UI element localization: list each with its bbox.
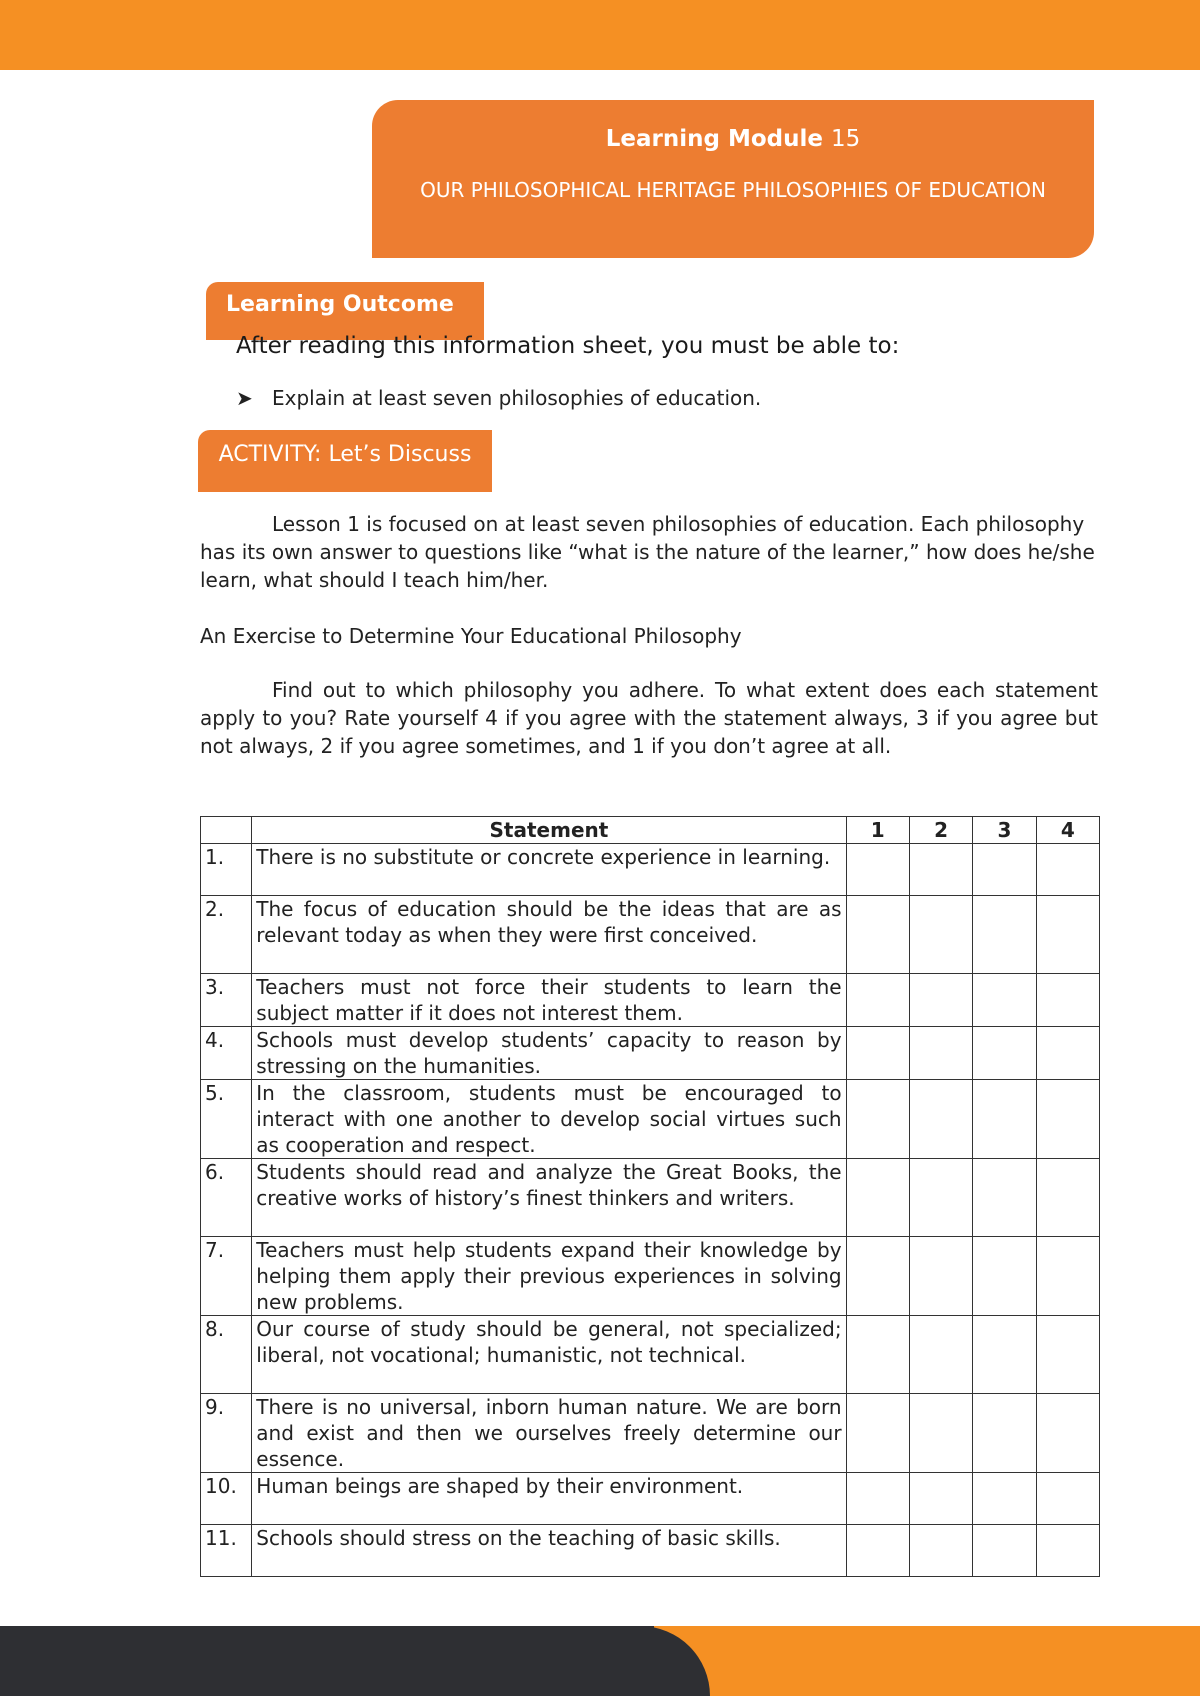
row-number: 4. xyxy=(201,1027,252,1080)
score-cell-1[interactable] xyxy=(846,974,909,1027)
score-cell-2[interactable] xyxy=(909,844,972,896)
header-score-1: 1 xyxy=(846,817,909,844)
score-cell-3[interactable] xyxy=(973,1237,1036,1316)
module-heading xyxy=(372,126,1094,152)
module-label: Learning Module xyxy=(605,126,823,152)
row-statement: Teachers must help students expand their knowledge by helping them apply their previous experiences in solving new problems. xyxy=(252,1237,846,1316)
score-cell-3[interactable] xyxy=(973,974,1036,1027)
table-row xyxy=(201,1237,1100,1316)
score-cell-1[interactable] xyxy=(846,844,909,896)
table-row xyxy=(201,1159,1100,1237)
module-title: OUR PHILOSOPHICAL HERITAGE PHILOSOPHIES OF EDUCATION xyxy=(420,178,1046,202)
score-cell-1[interactable] xyxy=(846,896,909,974)
learning-outcome-label: Learning Outcome xyxy=(226,292,454,317)
score-cell-3[interactable] xyxy=(973,1473,1036,1525)
header-score-2: 2 xyxy=(909,817,972,844)
row-statement: Schools must develop students’ capacity to reason by stressing on the humanities. xyxy=(252,1027,846,1080)
score-cell-3[interactable] xyxy=(973,1316,1036,1394)
score-cell-1[interactable] xyxy=(846,1237,909,1316)
instructions-paragraph xyxy=(200,676,1098,760)
row-statement: In the classroom, students must be encouraged to interact with one another to develop social virtues such as cooperation and respect. xyxy=(252,1080,846,1159)
score-cell-2[interactable] xyxy=(909,1316,972,1394)
score-cell-3[interactable] xyxy=(973,896,1036,974)
rating-table xyxy=(200,816,1100,1577)
row-number: 8. xyxy=(201,1316,252,1394)
score-cell-4[interactable] xyxy=(1036,1159,1099,1237)
table-row xyxy=(201,896,1100,974)
learning-outcome-tag xyxy=(206,282,484,340)
score-cell-1[interactable] xyxy=(846,1525,909,1577)
activity-label: ACTIVITY: Let’s Discuss xyxy=(218,442,472,467)
lesson-paragraph xyxy=(200,510,1098,594)
table-row xyxy=(201,1027,1100,1080)
score-cell-3[interactable] xyxy=(973,1159,1036,1237)
score-cell-2[interactable] xyxy=(909,1237,972,1316)
score-cell-2[interactable] xyxy=(909,1080,972,1159)
top-banner xyxy=(0,0,1200,70)
header-score-3: 3 xyxy=(973,817,1036,844)
score-cell-3[interactable] xyxy=(973,844,1036,896)
score-cell-1[interactable] xyxy=(846,1473,909,1525)
table-row xyxy=(201,1316,1100,1394)
module-number: 15 xyxy=(830,126,861,152)
row-number: 9. xyxy=(201,1394,252,1473)
score-cell-3[interactable] xyxy=(973,1525,1036,1577)
outcome-intro: After reading this information sheet, you must be able to: xyxy=(236,333,900,359)
lesson-text: Lesson 1 is focused on at least seven philosophies of education. Each philosophy has its own answer to questions like “what is the nature of the learner,” how does he/she learn, what should I teach him/her. xyxy=(200,512,1095,592)
score-cell-4[interactable] xyxy=(1036,844,1099,896)
score-cell-4[interactable] xyxy=(1036,1394,1099,1473)
score-cell-1[interactable] xyxy=(846,1394,909,1473)
row-number: 10. xyxy=(201,1473,252,1525)
row-statement: There is no substitute or concrete experience in learning. xyxy=(252,844,846,896)
table-row xyxy=(201,1080,1100,1159)
score-cell-4[interactable] xyxy=(1036,1080,1099,1159)
score-cell-2[interactable] xyxy=(909,974,972,1027)
row-statement: Human beings are shaped by their environment. xyxy=(252,1473,846,1525)
module-title-box xyxy=(372,100,1094,258)
row-statement: There is no universal, inborn human nature. We are born and exist and then we ourselves freely determine our essence. xyxy=(252,1394,846,1473)
row-number: 3. xyxy=(201,974,252,1027)
arrow-bullet-icon: ➤ xyxy=(236,386,253,410)
table-row xyxy=(201,1394,1100,1473)
table-row xyxy=(201,1473,1100,1525)
exercise-title: An Exercise to Determine Your Educational Philosophy xyxy=(200,624,742,648)
row-statement: Students should read and analyze the Great Books, the creative works of history’s finest thinkers and writers. xyxy=(252,1159,846,1237)
score-cell-4[interactable] xyxy=(1036,1316,1099,1394)
row-number: 11. xyxy=(201,1525,252,1577)
score-cell-4[interactable] xyxy=(1036,1237,1099,1316)
score-cell-4[interactable] xyxy=(1036,1027,1099,1080)
outcome-bullet-text: Explain at least seven philosophies of education. xyxy=(272,386,762,410)
activity-tag xyxy=(198,430,492,492)
score-cell-3[interactable] xyxy=(973,1027,1036,1080)
score-cell-1[interactable] xyxy=(846,1080,909,1159)
row-number: 1. xyxy=(201,844,252,896)
table-row xyxy=(201,844,1100,896)
score-cell-1[interactable] xyxy=(846,1316,909,1394)
row-number: 2. xyxy=(201,896,252,974)
score-cell-3[interactable] xyxy=(973,1080,1036,1159)
row-statement: Schools should stress on the teaching of basic skills. xyxy=(252,1525,846,1577)
footer-band-orange xyxy=(654,1626,1200,1696)
row-statement: Our course of study should be general, not specialized; liberal, not vocational; humanistic, not technical. xyxy=(252,1316,846,1394)
header-statement: Statement xyxy=(252,817,846,844)
score-cell-4[interactable] xyxy=(1036,1473,1099,1525)
score-cell-4[interactable] xyxy=(1036,1525,1099,1577)
table-row xyxy=(201,974,1100,1027)
score-cell-2[interactable] xyxy=(909,1159,972,1237)
table-row xyxy=(201,1525,1100,1577)
score-cell-3[interactable] xyxy=(973,1394,1036,1473)
header-number xyxy=(201,817,252,844)
score-cell-1[interactable] xyxy=(846,1159,909,1237)
table-header-row xyxy=(201,817,1100,844)
row-statement: The focus of education should be the ideas that are as relevant today as when they were first conceived. xyxy=(252,896,846,974)
outcome-bullet xyxy=(236,386,761,410)
row-number: 6. xyxy=(201,1159,252,1237)
score-cell-2[interactable] xyxy=(909,1473,972,1525)
score-cell-2[interactable] xyxy=(909,1027,972,1080)
row-number: 7. xyxy=(201,1237,252,1316)
score-cell-1[interactable] xyxy=(846,1027,909,1080)
row-number: 5. xyxy=(201,1080,252,1159)
row-statement: Teachers must not force their students to learn the subject matter if it does not interest them. xyxy=(252,974,846,1027)
score-cell-4[interactable] xyxy=(1036,896,1099,974)
score-cell-2[interactable] xyxy=(909,896,972,974)
header-score-4: 4 xyxy=(1036,817,1099,844)
score-cell-2[interactable] xyxy=(909,1525,972,1577)
score-cell-4[interactable] xyxy=(1036,974,1099,1027)
score-cell-2[interactable] xyxy=(909,1394,972,1473)
instructions-text: Find out to which philosophy you adhere. To what extent does each statement apply to you? Rate yourself 4 if you agree with the statement always, 3 if you agree but not always, 2 if you agree sometimes, and 1 if you don’t agree at all. xyxy=(200,678,1098,758)
